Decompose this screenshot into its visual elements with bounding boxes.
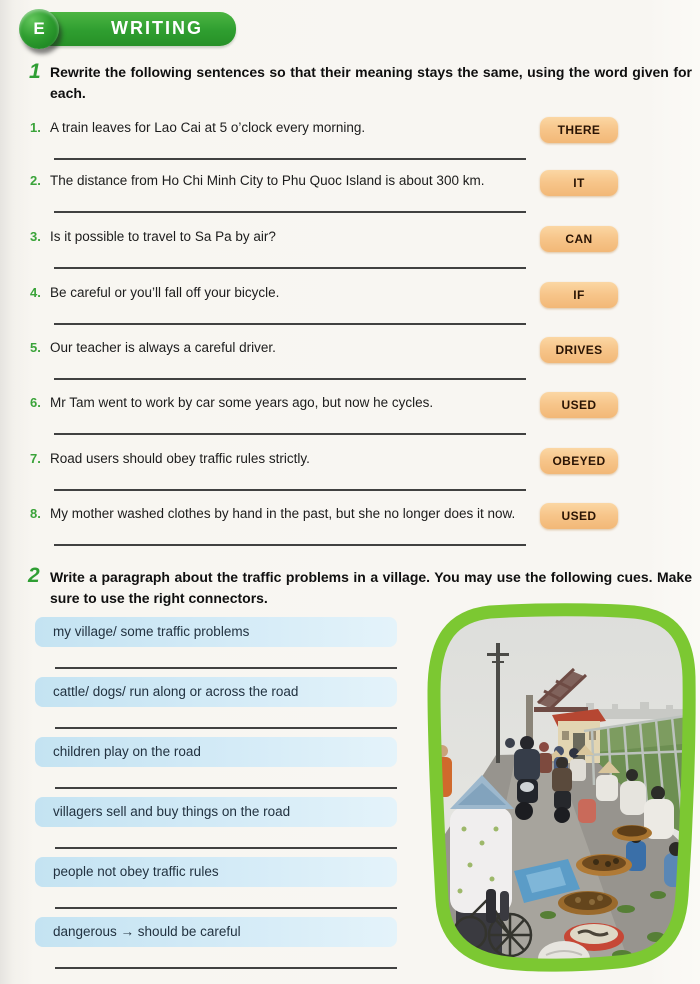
cue-text: cattle/ dogs/ run along or across the road xyxy=(53,684,299,699)
cue-box xyxy=(35,617,397,647)
keyword-chip: DRIVES xyxy=(540,337,618,363)
cue-text: people not obey traffic rules xyxy=(53,864,219,879)
item-number: 8. xyxy=(30,506,41,521)
cue-row xyxy=(35,617,397,675)
answer-line xyxy=(54,323,526,325)
item-sentence: My mother washed clothes by hand in the past, but she no longer does it now. xyxy=(50,506,516,521)
exercise1-number: 1 xyxy=(29,60,41,83)
cue-row xyxy=(35,677,397,735)
cue-row xyxy=(35,917,397,975)
answer-line xyxy=(54,544,526,546)
cue-box xyxy=(35,737,397,767)
section-title: WRITING xyxy=(111,18,203,38)
exercise2-instructions: Write a paragraph about the traffic problems in a village. You may use the following cues. Make sure to use the right connectors. xyxy=(50,569,692,606)
exercise1-instructions: Rewrite the following sentences so that their meaning stays the same, using the word given for each. xyxy=(50,64,692,101)
item-sentence: Road users should obey traffic rules strictly. xyxy=(50,451,310,466)
exercise1-item xyxy=(30,395,690,453)
cue-box xyxy=(35,857,397,887)
exercise1-item xyxy=(30,506,690,564)
keyword-chip: OBEYED xyxy=(540,448,618,474)
village-market-photo xyxy=(426,603,700,977)
item-number: 3. xyxy=(30,229,41,244)
item-number: 1. xyxy=(30,120,41,135)
keyword-chip: USED xyxy=(540,503,618,529)
answer-line xyxy=(55,667,397,669)
answer-line xyxy=(54,267,526,269)
item-sentence: Mr Tam went to work by car some years ago, but now he cycles. xyxy=(50,395,434,410)
keyword-chip: IF xyxy=(540,282,618,308)
cue-text: children play on the road xyxy=(53,744,201,759)
section-letter-badge: E xyxy=(19,9,59,49)
item-number: 4. xyxy=(30,285,41,300)
answer-line xyxy=(55,847,397,849)
exercise1-item xyxy=(30,340,690,398)
cue-row xyxy=(35,857,397,915)
item-sentence: Our teacher is always a careful driver. xyxy=(50,340,276,355)
cue-box xyxy=(35,677,397,707)
item-number: 2. xyxy=(30,173,41,188)
cue-text: villagers sell and buy things on the road xyxy=(53,804,291,819)
answer-line xyxy=(55,907,397,909)
answer-line xyxy=(55,787,397,789)
cue-box xyxy=(35,917,397,947)
item-sentence: The distance from Ho Chi Minh City to Phu Quoc Island is about 300 km. xyxy=(50,173,485,188)
item-number: 7. xyxy=(30,451,41,466)
answer-line xyxy=(54,433,526,435)
keyword-chip: CAN xyxy=(540,226,618,252)
item-number: 5. xyxy=(30,340,41,355)
keyword-chip: IT xyxy=(540,170,618,196)
exercise1-item xyxy=(30,285,690,343)
cue-text: my village/ some traffic problems xyxy=(53,624,250,639)
exercise2-number: 2 xyxy=(28,564,40,587)
answer-line xyxy=(54,211,526,213)
keyword-chip: THERE xyxy=(540,117,618,143)
cue-row xyxy=(35,797,397,855)
cue-row xyxy=(35,737,397,795)
item-sentence: Is it possible to travel to Sa Pa by air? xyxy=(50,229,276,244)
item-number: 6. xyxy=(30,395,41,410)
item-sentence: A train leaves for Lao Cai at 5 o’clock every morning. xyxy=(50,120,366,135)
exercise1-item xyxy=(30,173,690,231)
answer-line xyxy=(54,489,526,491)
keyword-chip: USED xyxy=(540,392,618,418)
exercise1-item xyxy=(30,451,690,509)
item-sentence: Be careful or you’ll fall off your bicycle. xyxy=(50,285,280,300)
exercise1-item xyxy=(30,229,690,287)
cue-text: dangerous → should be careful xyxy=(53,924,241,939)
answer-line xyxy=(54,378,526,380)
answer-line xyxy=(55,967,397,969)
answer-line xyxy=(55,727,397,729)
cue-box xyxy=(35,797,397,827)
section-banner xyxy=(38,12,236,46)
answer-line xyxy=(54,158,526,160)
